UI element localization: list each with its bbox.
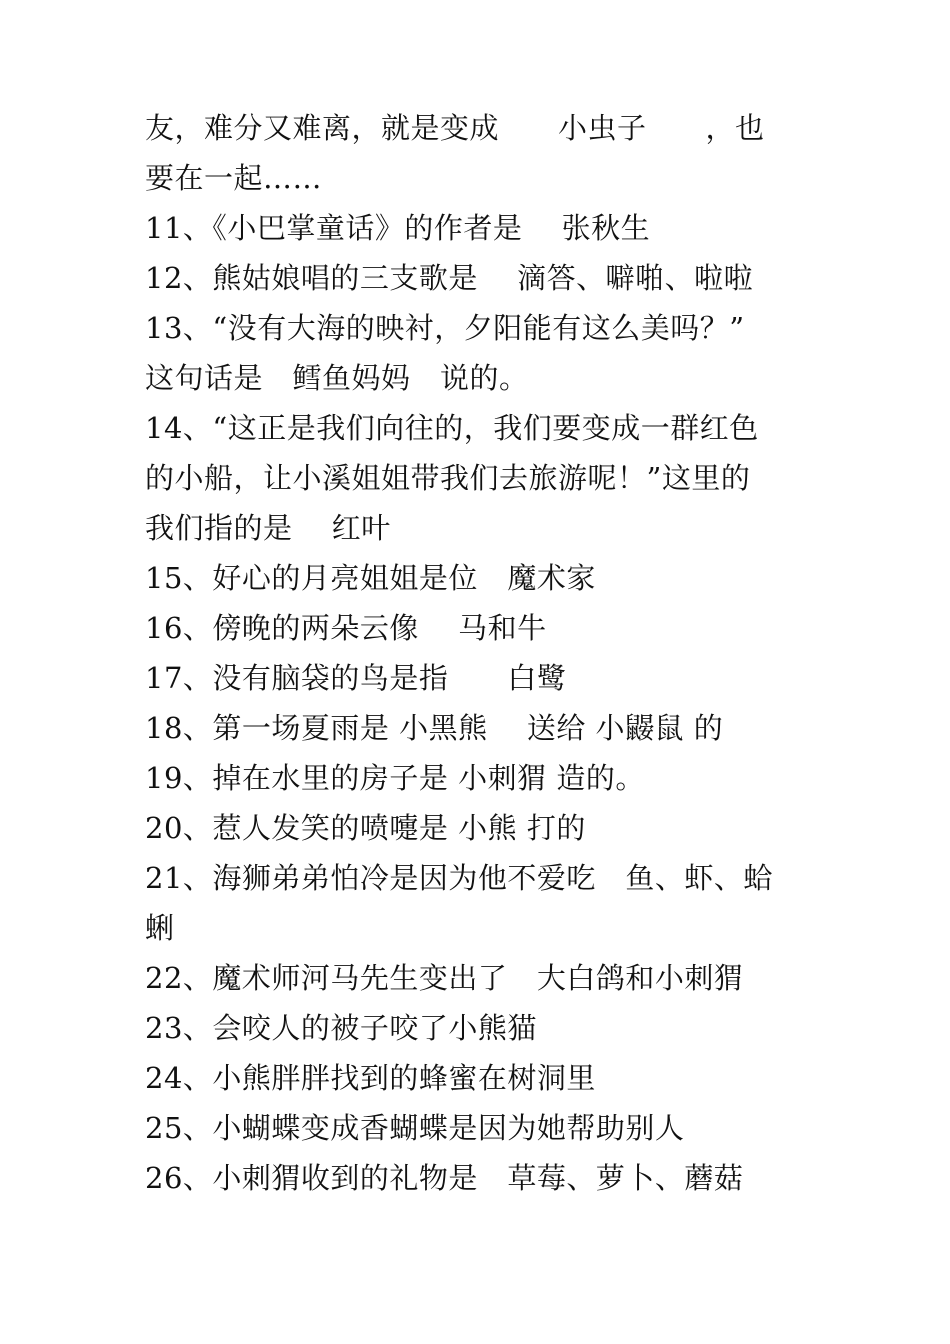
question-20: 20、惹人发笑的喷嚏是 小熊 打的 [145, 811, 586, 845]
question-19: 19、掉在水里的房子是 小刺猬 造的。 [145, 761, 645, 795]
question-18: 18、第一场夏雨是 小黑熊 送给 小鼹鼠 的 [145, 711, 724, 745]
document-text-body [145, 103, 815, 1203]
question-11: 11、《小巴掌童话》的作者是 张秋生 [145, 211, 651, 245]
text-line: 蜊 [145, 911, 175, 945]
question-17: 17、没有脑袋的鸟是指 白鹭 [145, 661, 567, 695]
question-21: 21、海狮弟弟怕冷是因为他不爱吃 鱼、虾、蛤 [145, 861, 773, 895]
text-line: 友，难分又难离，就是变成 小虫子 ，也 [145, 111, 765, 145]
text-line: 的小船，让小溪姐姐带我们去旅游呢！”这里的 [145, 461, 751, 495]
question-25: 25、小蝴蝶变成香蝴蝶是因为她帮助别人 [145, 1111, 685, 1145]
question-26: 26、小刺猬收到的礼物是 草莓、萝卜、蘑菇 [145, 1161, 744, 1195]
text-line: 要在一起…… [145, 161, 323, 195]
question-22: 22、魔术师河马先生变出了 大白鸽和小刺猬 [145, 961, 744, 995]
question-23: 23、会咬人的被子咬了小熊猫 [145, 1011, 537, 1045]
question-12: 12、熊姑娘唱的三支歌是 滴答、噼啪、啦啦 [145, 261, 754, 295]
question-24: 24、小熊胖胖找到的蜂蜜在树洞里 [145, 1061, 596, 1095]
text-line: 这句话是 鳕鱼妈妈 说的。 [145, 361, 529, 395]
question-15: 15、好心的月亮姐姐是位 魔术家 [145, 561, 596, 595]
question-13: 13、“没有大海的映衬，夕阳能有这么美吗？” [145, 311, 745, 345]
text-line: 我们指的是 红叶 [145, 511, 391, 545]
question-16: 16、傍晚的两朵云像 马和牛 [145, 611, 547, 645]
question-14: 14、“这正是我们向往的，我们要变成一群红色 [145, 411, 759, 445]
